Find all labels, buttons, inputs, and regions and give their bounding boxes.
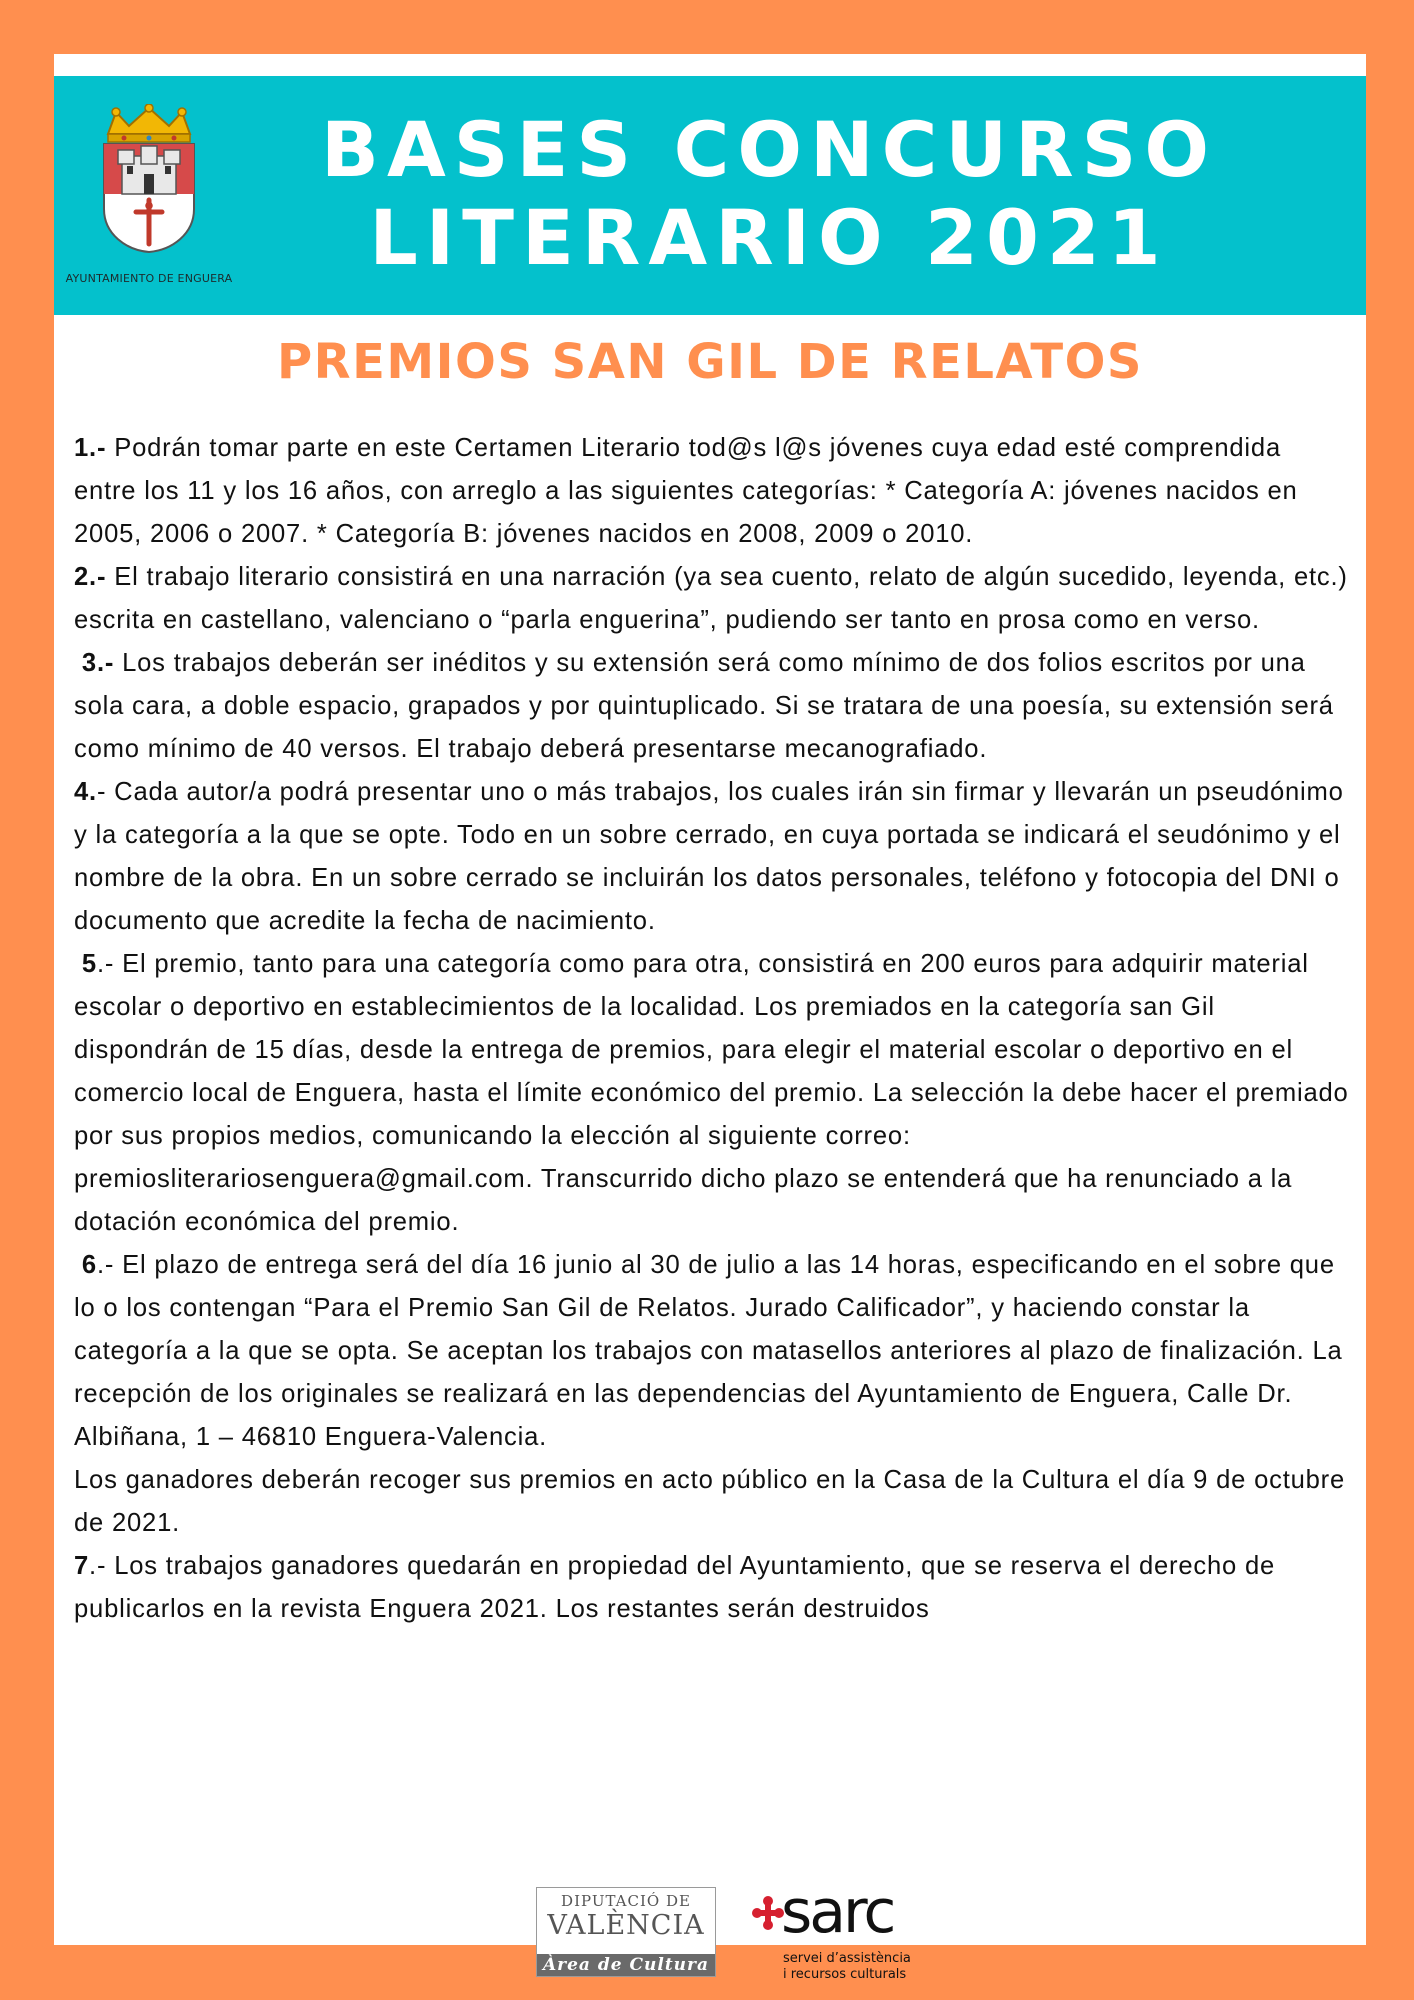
rules-text xyxy=(74,427,1349,1631)
title-line-2: LITERARIO 2021 xyxy=(369,193,1169,282)
diputacio-line-1: DIPUTACIÓ DE xyxy=(561,1892,691,1910)
rule-paragraph xyxy=(74,1545,1349,1631)
title-line-1: BASES CONCURSO xyxy=(321,105,1217,194)
rule-text: .- Los trabajos ganadores quedarán en propiedad del Ayuntamiento, que se reserva el derecho de publicarlos en la revista Enguera 2021. Los restantes serán destruidos xyxy=(74,1552,1276,1623)
rule-number: 7 xyxy=(74,1552,90,1580)
rule-paragraph xyxy=(74,556,1349,642)
rule-paragraph xyxy=(74,771,1349,943)
subtitle: PREMIOS SAN GIL DE RELATOS xyxy=(276,334,1143,390)
header-banner xyxy=(54,76,1366,315)
diputacio-area: Àrea de Cultura xyxy=(537,1954,715,1976)
coat-of-arms-icon xyxy=(94,104,204,254)
rule-text: Podrán tomar parte en este Certamen Literario tod@s l@s jóvenes cuya edad esté comprendida entre los 11 y los 16 años, con arreglo a las siguientes categorías: * Categoría A: jóvenes nacidos en 2005, 2006 o 2007. * Categoría B: jóvenes nacidos en 2008, 2009 o 2010. xyxy=(74,434,1298,548)
rule-text: .- El plazo de entrega será del día 16 junio al 30 de julio a las 14 horas, especificando en el sobre que lo o los contengan “Para el Premio San Gil de Relatos. Jurado Calificador”, y haciendo constar la categoría a la que se opta. Se aceptan los trabajos con matasellos anteriores al plazo de finalización. La recepción de los originales se realizará en las dependencias del Ayuntamiento de Enguera, Calle Dr. Albiñana, 1 – 46810 Enguera-Valencia. xyxy=(74,1251,1343,1451)
rule-number: 5 xyxy=(81,950,97,978)
rule-paragraph xyxy=(74,943,1349,1244)
sarc-tagline-1: servei d’assistència xyxy=(783,1951,911,1966)
footer-logos xyxy=(536,1877,926,1985)
rule-number: 2.- xyxy=(74,563,107,591)
rule-paragraph xyxy=(74,642,1349,771)
rule-text: - Cada autor/a podrá presentar uno o más trabajos, los cuales irán sin firmar y llevarán un pseudónimo y la categoría a la que se opte. Todo en un sobre cerrado, en cuya portada se indicará el seudónimo y el nombre de la obra. En un sobre cerrado se incluirán los datos personales, teléfono y fotocopia del DNI o documento que acredite la fecha de nacimiento. xyxy=(74,778,1344,935)
rule-number: 4. xyxy=(74,778,97,806)
rule-paragraph xyxy=(74,1244,1349,1459)
sarc-tagline-2: i recursos culturals xyxy=(783,1967,907,1982)
poster-page xyxy=(54,54,1366,1982)
rule-text: El trabajo literario consistirá en una narración (ya sea cuento, relato de algún sucedido, leyenda, etc.) escrita en castellano, valenciano o “parla enguerina”, pudiendo ser tanto en prosa como en verso. xyxy=(74,563,1348,634)
diputacio-logo xyxy=(536,1887,716,1977)
sarc-cross-icon xyxy=(751,1895,785,1935)
rule-text: Los ganadores deberán recoger sus premios en acto público en la Casa de la Cultura el día 9 de octubre de 2021. xyxy=(74,1466,1346,1537)
diputacio-line-2: VALÈNCIA xyxy=(547,1910,705,1941)
rule-number: 6 xyxy=(81,1251,97,1279)
rule-number: 1.- xyxy=(74,434,107,462)
rule-text: Los trabajos deberán ser inéditos y su extensión será como mínimo de dos folios escritos por una sola cara, a doble espacio, grapados y por quintuplicado. Si se tratara de una poesía, su extensión será como mínimo de 40 versos. El trabajo deberá presentarse mecanografiado. xyxy=(74,649,1334,763)
sarc-wordmark: sarc xyxy=(781,1877,894,1947)
page-title xyxy=(234,106,1304,282)
crest-caption: AYUNTAMIENTO DE ENGUERA xyxy=(65,272,233,285)
rule-paragraph xyxy=(74,1459,1349,1545)
rule-paragraph xyxy=(74,427,1349,556)
rule-number: 3.- xyxy=(81,649,115,677)
rule-text: .- El premio, tanto para una categoría como para otra, consistirá en 200 euros para adquirir material escolar o deportivo en establecimientos de la localidad. Los premiados en la categoría san Gil dispondrán de 15 días, desde la entrega de premios, para elegir el material escolar o deportivo en el comercio local de Enguera, hasta el límite económico del premio. La selección la debe hacer el premiado por sus propios medios, comunicando la elección al siguiente correo: premiosliterariosenguera@gmail.com. Transcurrido dicho plazo se entenderá que ha renunciado a la dotación económica del premio. xyxy=(74,950,1349,1236)
sarc-logo xyxy=(751,1877,921,1985)
